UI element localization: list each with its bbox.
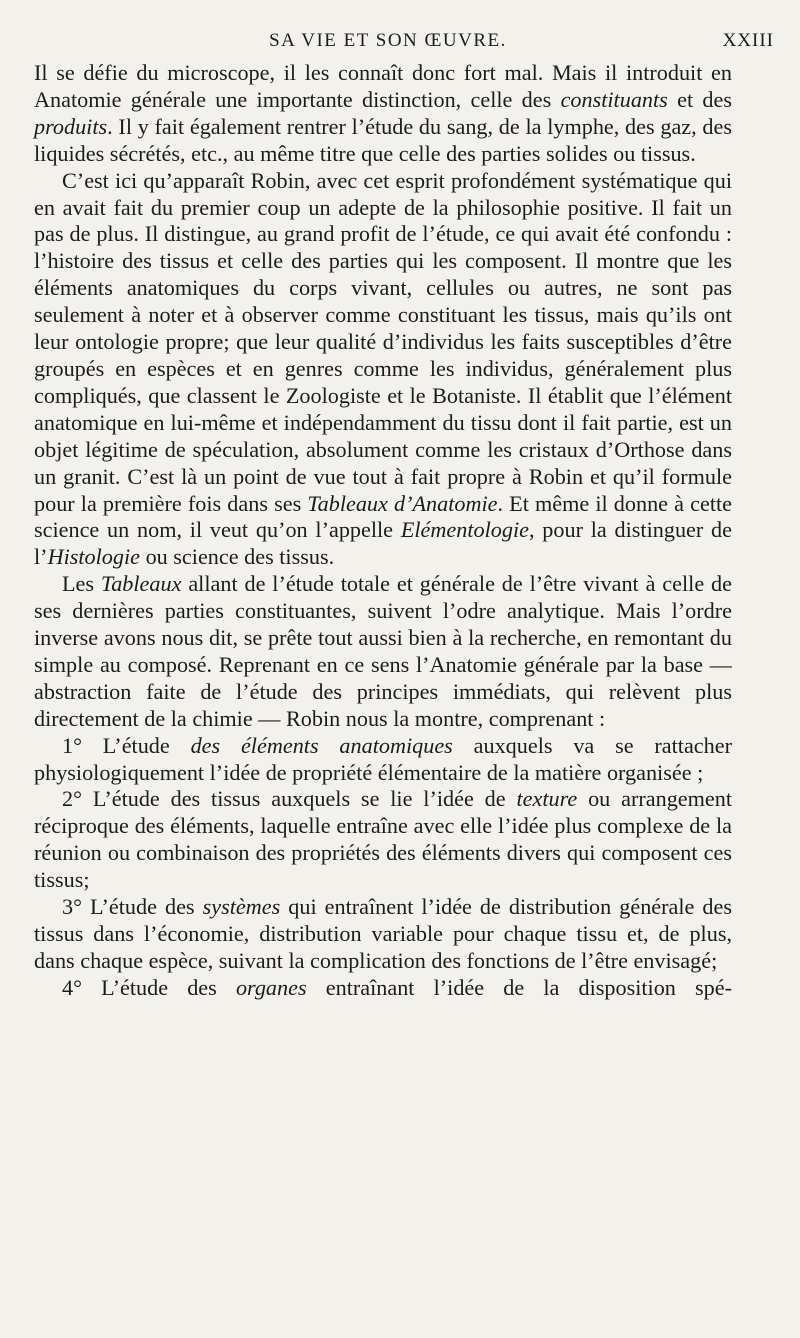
page-number: XXIII bbox=[722, 30, 774, 51]
running-head bbox=[34, 30, 774, 60]
text-run: 3° L’étude des bbox=[62, 894, 203, 920]
text-run: ou arrangement réciproque des éléments, laquelle entraîne avec elle l’idée plus complexe de la réunion ou combinaison des propriétés des éléments divers qui composent ces tissus; bbox=[34, 786, 732, 893]
paragraph-2 bbox=[34, 168, 732, 572]
text-run: . Et même il donne à cette science un nom, il veut qu’on l’appelle bbox=[34, 490, 732, 543]
enumeration-item-1 bbox=[34, 733, 732, 787]
enumeration-item-3 bbox=[34, 894, 732, 975]
italic-run: constituants bbox=[560, 86, 668, 112]
paragraph-1 bbox=[34, 60, 732, 168]
italic-run: Elémentologie bbox=[400, 517, 529, 543]
text-run: Il se défie du microscope, il les connaît donc fort mal. Mais il introduit en Anatomie générale une importante distinction, celle des bbox=[34, 60, 732, 112]
italic-run: organes bbox=[235, 974, 307, 1000]
body-text bbox=[34, 60, 732, 1002]
enumeration-item-4 bbox=[34, 975, 732, 1002]
italic-run: des éléments anatomiques bbox=[190, 732, 453, 758]
text-run: ou science des tissus. bbox=[140, 544, 335, 570]
text-run: Les bbox=[62, 571, 101, 597]
italic-run: Tableaux d’Anatomie bbox=[307, 490, 498, 516]
italic-run: Histologie bbox=[47, 544, 141, 570]
running-title: SA VIE ET SON ŒUVRE. bbox=[269, 30, 507, 51]
text-run: . Il y fait également rentrer l’étude du sang, de la lymphe, des gaz, des liquides sécrétés, etc., au même titre que celle des parties solides ou tissus. bbox=[34, 113, 732, 166]
text-run: 2° L’étude des tissus auxquels se lie l’idée de bbox=[62, 786, 517, 812]
italic-run: texture bbox=[516, 786, 578, 812]
text-run: 1° L’étude bbox=[62, 732, 191, 758]
text-run: auxquels va se rattacher physiologiquement l’idée de propriété élémentaire de la matière organisée ; bbox=[34, 732, 732, 785]
text-run: qui entraînent l’idée de distribution générale des tissus dans l’économie, distribution variable pour chaque tissu et, de plus, dans chaque espèce, suivant la complication des fonctions de l’être envisagé; bbox=[34, 894, 732, 973]
paragraph-3 bbox=[34, 571, 732, 732]
text-run: allant de l’étude totale et générale de l’être vivant à celle de ses dernières parties constituantes, suivent l’odre analytique. Mais l’ordre inverse avons nous dit, se prête tout aussi bien à la recherche, en remontant du simple au composé. Reprenant en ce sens l’Anatomie générale par la base — abstraction faite de l’étude des principes immédiats, qui relèvent plus directement de la chimie — Robin nous la montre, comprenant : bbox=[34, 571, 732, 731]
enumeration-item-2 bbox=[34, 786, 732, 894]
text-run: C’est ici qu’apparaît Robin, avec cet esprit profondément systématique qui en avait fait du premier coup un adepte de la philosophie positive. Il fait un pas de plus. Il distingue, au grand profit de l’étude, ce qui avait été confondu : l’histoire des tissus et celle des parties qui les composent. Il montre que les éléments anatomiques du corps vivant, cellules ou autres, ne sont pas seulement à noter et à observer comme constituant les tissus, mais qu’ils ont leur ontologie propre; que leur qualité d’individus les faits susceptibles d’être groupés en espèces et en genres comme les individus, généralement plus compliqués, que classent le Zoologiste et le Botaniste. Il établit que l’élément anatomique en lui-même et indépendamment du tissu dont il fait partie, est un objet légitime de spéculation, absolument comme les cristaux d’Orthose dans un granit. C’est là un point de vue tout à fait propre à Robin et qu’il formule pour la première fois dans ses bbox=[34, 167, 732, 516]
text-run: 4° L’étude des bbox=[62, 974, 236, 1000]
text-run: entraînant l’idée de la disposition spé- bbox=[306, 974, 733, 1000]
text-run: et des bbox=[667, 86, 733, 112]
text-run: , pour la distinguer de l’ bbox=[34, 517, 732, 570]
italic-run: Tableaux bbox=[100, 571, 182, 597]
italic-run: systèmes bbox=[202, 894, 281, 920]
italic-run: produits bbox=[34, 113, 108, 139]
